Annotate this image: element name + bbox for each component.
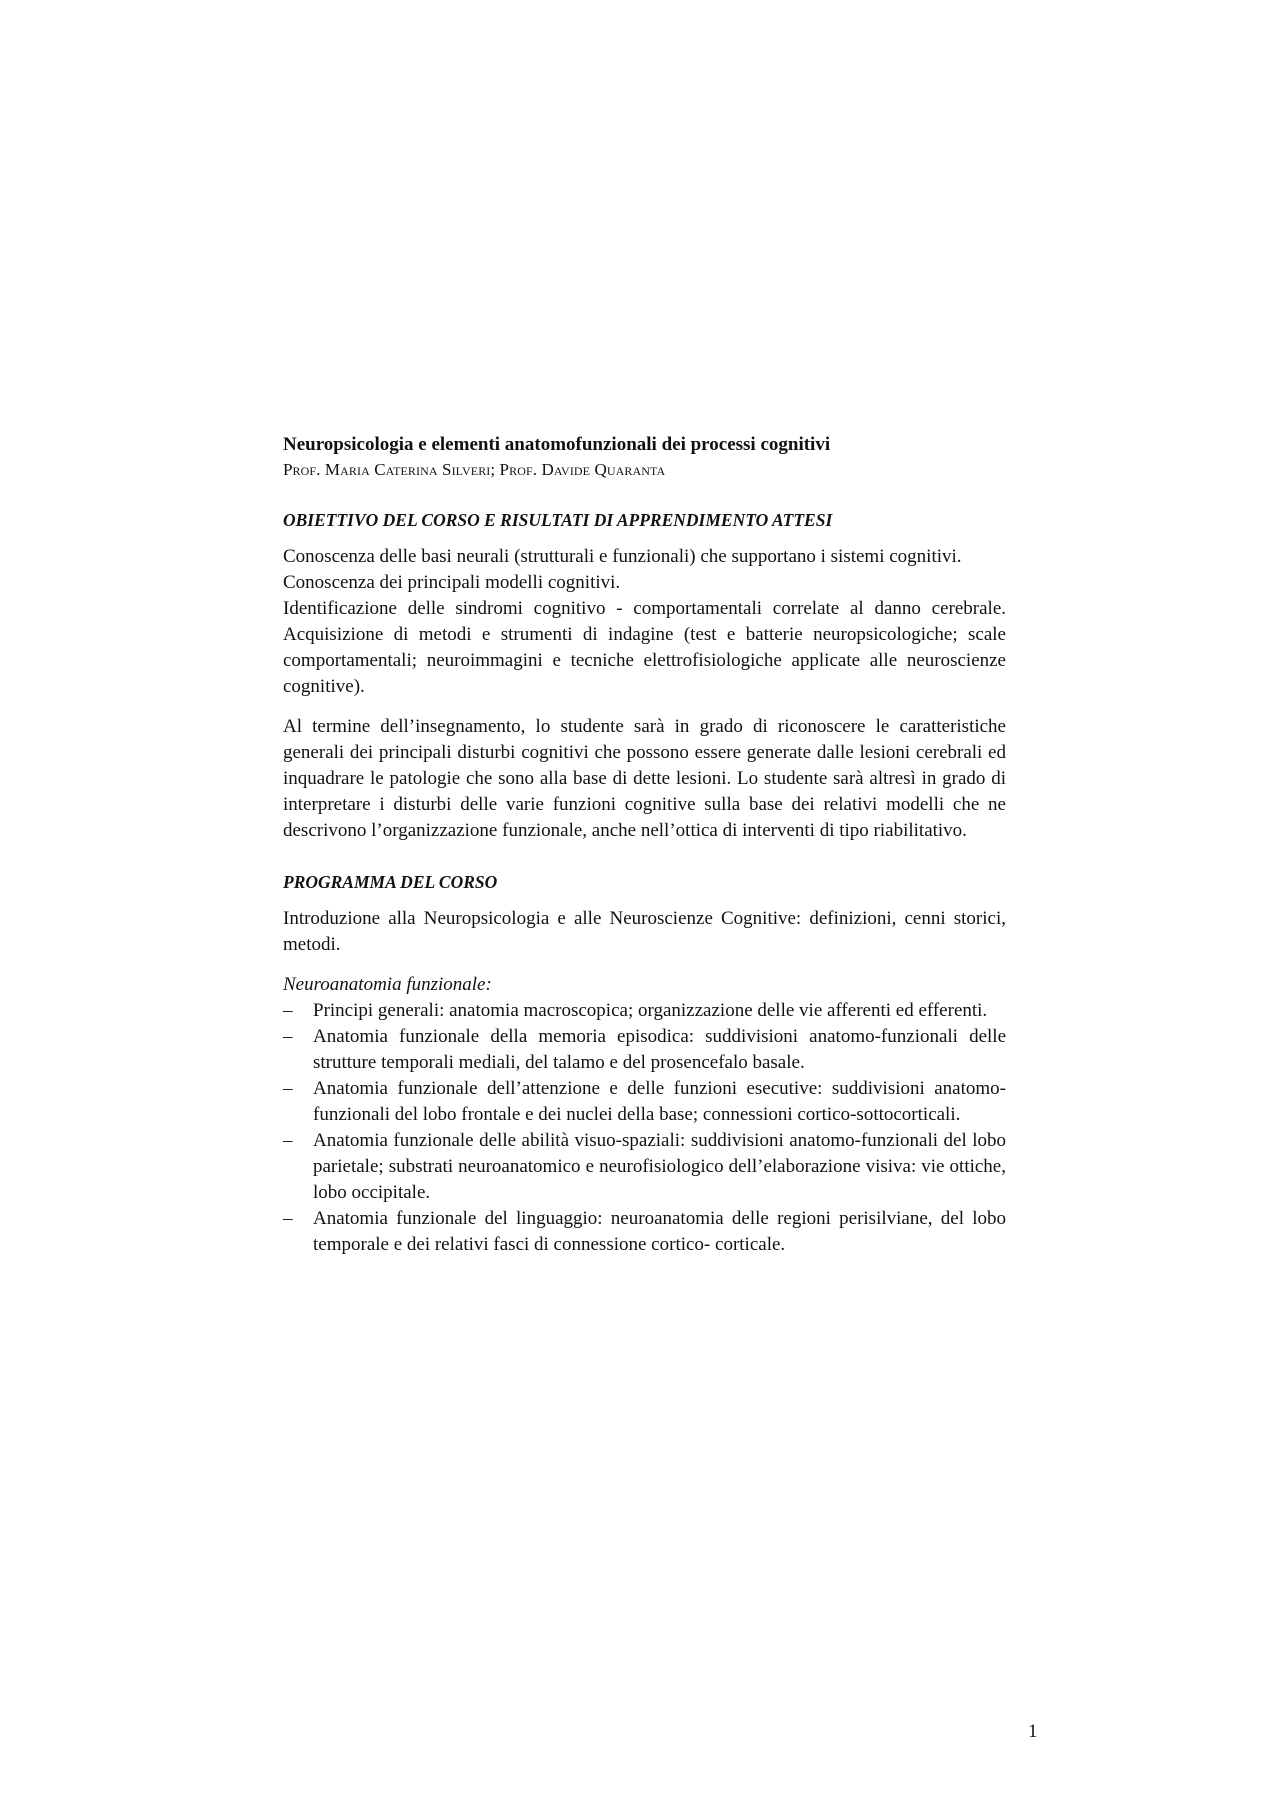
dash-bullet-icon: – xyxy=(283,1000,293,1021)
objectives-block xyxy=(283,544,1006,844)
list-item-text: Anatomia funzionale dell’attenzione e delle funzioni esecutive: suddivisioni anatomo-funzionali del lobo frontale e dei nuclei della base; connessioni cortico-sottocorticali. xyxy=(313,1078,1006,1125)
list-item xyxy=(283,1206,1006,1258)
section-heading-program: PROGRAMMA DEL CORSO xyxy=(283,872,498,892)
list-item xyxy=(283,1128,1006,1206)
list-item-text: Principi generali: anatomia macroscopica; organizzazione delle vie afferenti ed efferenti. xyxy=(313,1000,988,1021)
list-item-text: Anatomia funzionale della memoria episodica: suddivisioni anatomo-funzionali delle strutture temporali mediali, del talamo e del prosencefalo basale. xyxy=(313,1026,1006,1073)
list-item xyxy=(283,1024,1006,1076)
document-body xyxy=(283,432,1006,1258)
program-subheading: Neuroanatomia funzionale: xyxy=(283,974,492,995)
list-item-text: Anatomia funzionale del linguaggio: neuroanatomia delle regioni perisilviane, del lobo temporale e dei relativi fasci di connessione cortico- corticale. xyxy=(313,1208,1006,1255)
objective-paragraph: Identificazione delle sindromi cognitivo - comportamentali correlate al danno cerebrale. Acquisizione di metodi e strumenti di indagine (test e batterie neuropsicologiche; scale comportamentali; neuroimmagini e tecniche elettrofisiologiche applicate alle neuroscienze cognitive). xyxy=(283,598,1006,697)
list-item-text: Anatomia funzionale delle abilità visuo-spaziali: suddivisioni anatomo-funzionali del lobo parietale; substrati neuroanatomico e neurofisiologico dell’elaborazione visiva: vie ottiche, lobo occipitale. xyxy=(313,1130,1006,1203)
objective-paragraph: Conoscenza delle basi neurali (strutturali e funzionali) che supportano i sistemi cognitivi. xyxy=(283,546,962,567)
dash-bullet-icon: – xyxy=(283,1026,293,1047)
dash-bullet-icon: – xyxy=(283,1130,293,1151)
program-topic-list xyxy=(283,998,1006,1258)
list-item xyxy=(283,998,1006,1024)
page-number: 1 xyxy=(1028,1721,1038,1742)
learning-outcomes-paragraph: Al termine dell’insegnamento, lo studente sarà in grado di riconoscere le caratteristiche generali dei principali disturbi cognitivi che possono essere generate dalle lesioni cerebrali ed inquadrare le patologie che sono alla base di dette lesioni. Lo studente sarà altresì in grado di interpretare i disturbi delle varie funzioni cognitive sulla base dei relativi modelli che ne descrivono l’organizzazione funzionale, anche nell’ottica di interventi di tipo riabilitativo. xyxy=(283,716,1006,841)
objective-paragraph: Conoscenza dei principali modelli cognitivi. xyxy=(283,572,621,593)
course-title: Neuropsicologia e elementi anatomofunzionali dei processi cognitivi xyxy=(283,434,831,455)
dash-bullet-icon: – xyxy=(283,1078,293,1099)
section-heading-objectives: OBIETTIVO DEL CORSO E RISULTATI DI APPRENDIMENTO ATTESI xyxy=(283,510,833,530)
program-intro-paragraph: Introduzione alla Neuropsicologia e alle Neuroscienze Cognitive: definizioni, cenni storici, metodi. xyxy=(283,908,1006,955)
dash-bullet-icon: – xyxy=(283,1208,293,1229)
list-item xyxy=(283,1076,1006,1128)
course-authors: Prof. Maria Caterina Silveri; Prof. Davide Quaranta xyxy=(283,460,666,479)
